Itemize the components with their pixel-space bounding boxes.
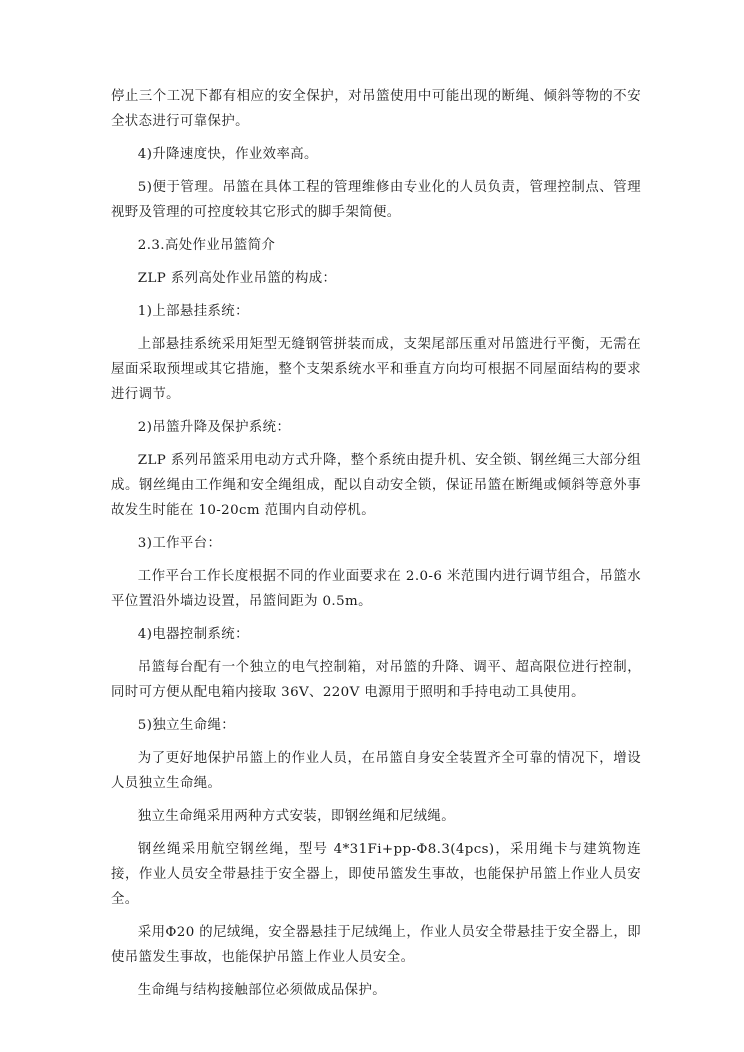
paragraph-electrical: 吊篮每台配有一个独立的电气控制箱，对吊篮的升降、调平、超高限位进行控制，同时可方便从配电箱内接取 36V、220V 电源用于照明和手持电动工具使用。	[111, 660, 641, 700]
subheading-electrical: 4)电器控制系统：	[137, 627, 249, 642]
paragraph-intro: ZLP 系列高处作业吊篮的构成：	[137, 271, 337, 286]
paragraph-continuation: 停止三个工况下都有相应的安全保护，对吊篮使用中可能出现的断绳、倾斜等物的不安全状态进行可靠保护。	[111, 89, 641, 129]
paragraph-lifeline: 为了更好地保护吊篮上的作业人员，在吊篮自身安全装置齐全可靠的情况下，增设人员独立生命绳。	[111, 751, 641, 791]
paragraph-protection: 生命绳与结构接触部位必须做成品保护。	[137, 983, 387, 998]
paragraph-nylon-rope: 采用Φ20 的尼绒绳，安全器悬挂于尼绒绳上，作业人员安全带悬挂于安全器上，即使吊篮发生事故，也能保护吊篮上作业人员安全。	[111, 925, 641, 965]
paragraph-suspension: 上部悬挂系统采用矩型无缝钢管拼装而成，支架尾部压重对吊篮进行平衡，无需在屋面采取预埋或其它措施，整个支架系统水平和垂直方向均可根据不同屋面结构的要求进行调节。	[111, 337, 641, 402]
paragraph-wire-rope: 钢丝绳采用航空钢丝绳，型号 4*31Fi+pp-Φ8.3(4pcs)，采用绳卡与建筑物连接，作业人员安全带悬挂于安全器上，即使吊篮发生事故，也能保护吊篮上作业人员安全。	[111, 842, 641, 907]
paragraph-platform: 工作平台工作长度根据不同的作业面要求在 2.0-6 米范围内进行调节组合，吊篮水平位置沿外墙边设置，吊篮间距为 0.5m。	[111, 569, 641, 609]
section-heading: 2.3.高处作业吊篮简介	[137, 238, 276, 253]
subheading-suspension: 1)上部悬挂系统：	[137, 304, 249, 319]
subheading-platform: 3)工作平台：	[137, 536, 222, 551]
paragraph-item-5: 5)便于管理。吊篮在具体工程的管理维修由专业化的人员负责，管理控制点、管理视野及管理的可控度较其它形式的脚手架简便。	[111, 180, 641, 220]
paragraph-lifting: ZLP 系列吊篮采用电动方式升降，整个系统由提升机、安全锁、钢丝绳三大部分组成。钢丝绳由工作绳和安全绳组成，配以自动安全锁，保证吊篮在断绳或倾斜等意外事故发生时能在 10-20cm 范围内自动停机。	[111, 453, 641, 518]
paragraph-item-4: 4)升降速度快，作业效率高。	[137, 147, 318, 162]
subheading-lifting: 2)吊篮升降及保护系统：	[137, 420, 291, 435]
paragraph-lifeline-install: 独立生命绳采用两种方式安装，即钢丝绳和尼绒绳。	[137, 809, 455, 824]
document-page	[111, 84, 641, 1011]
subheading-lifeline: 5)独立生命绳：	[137, 718, 236, 733]
